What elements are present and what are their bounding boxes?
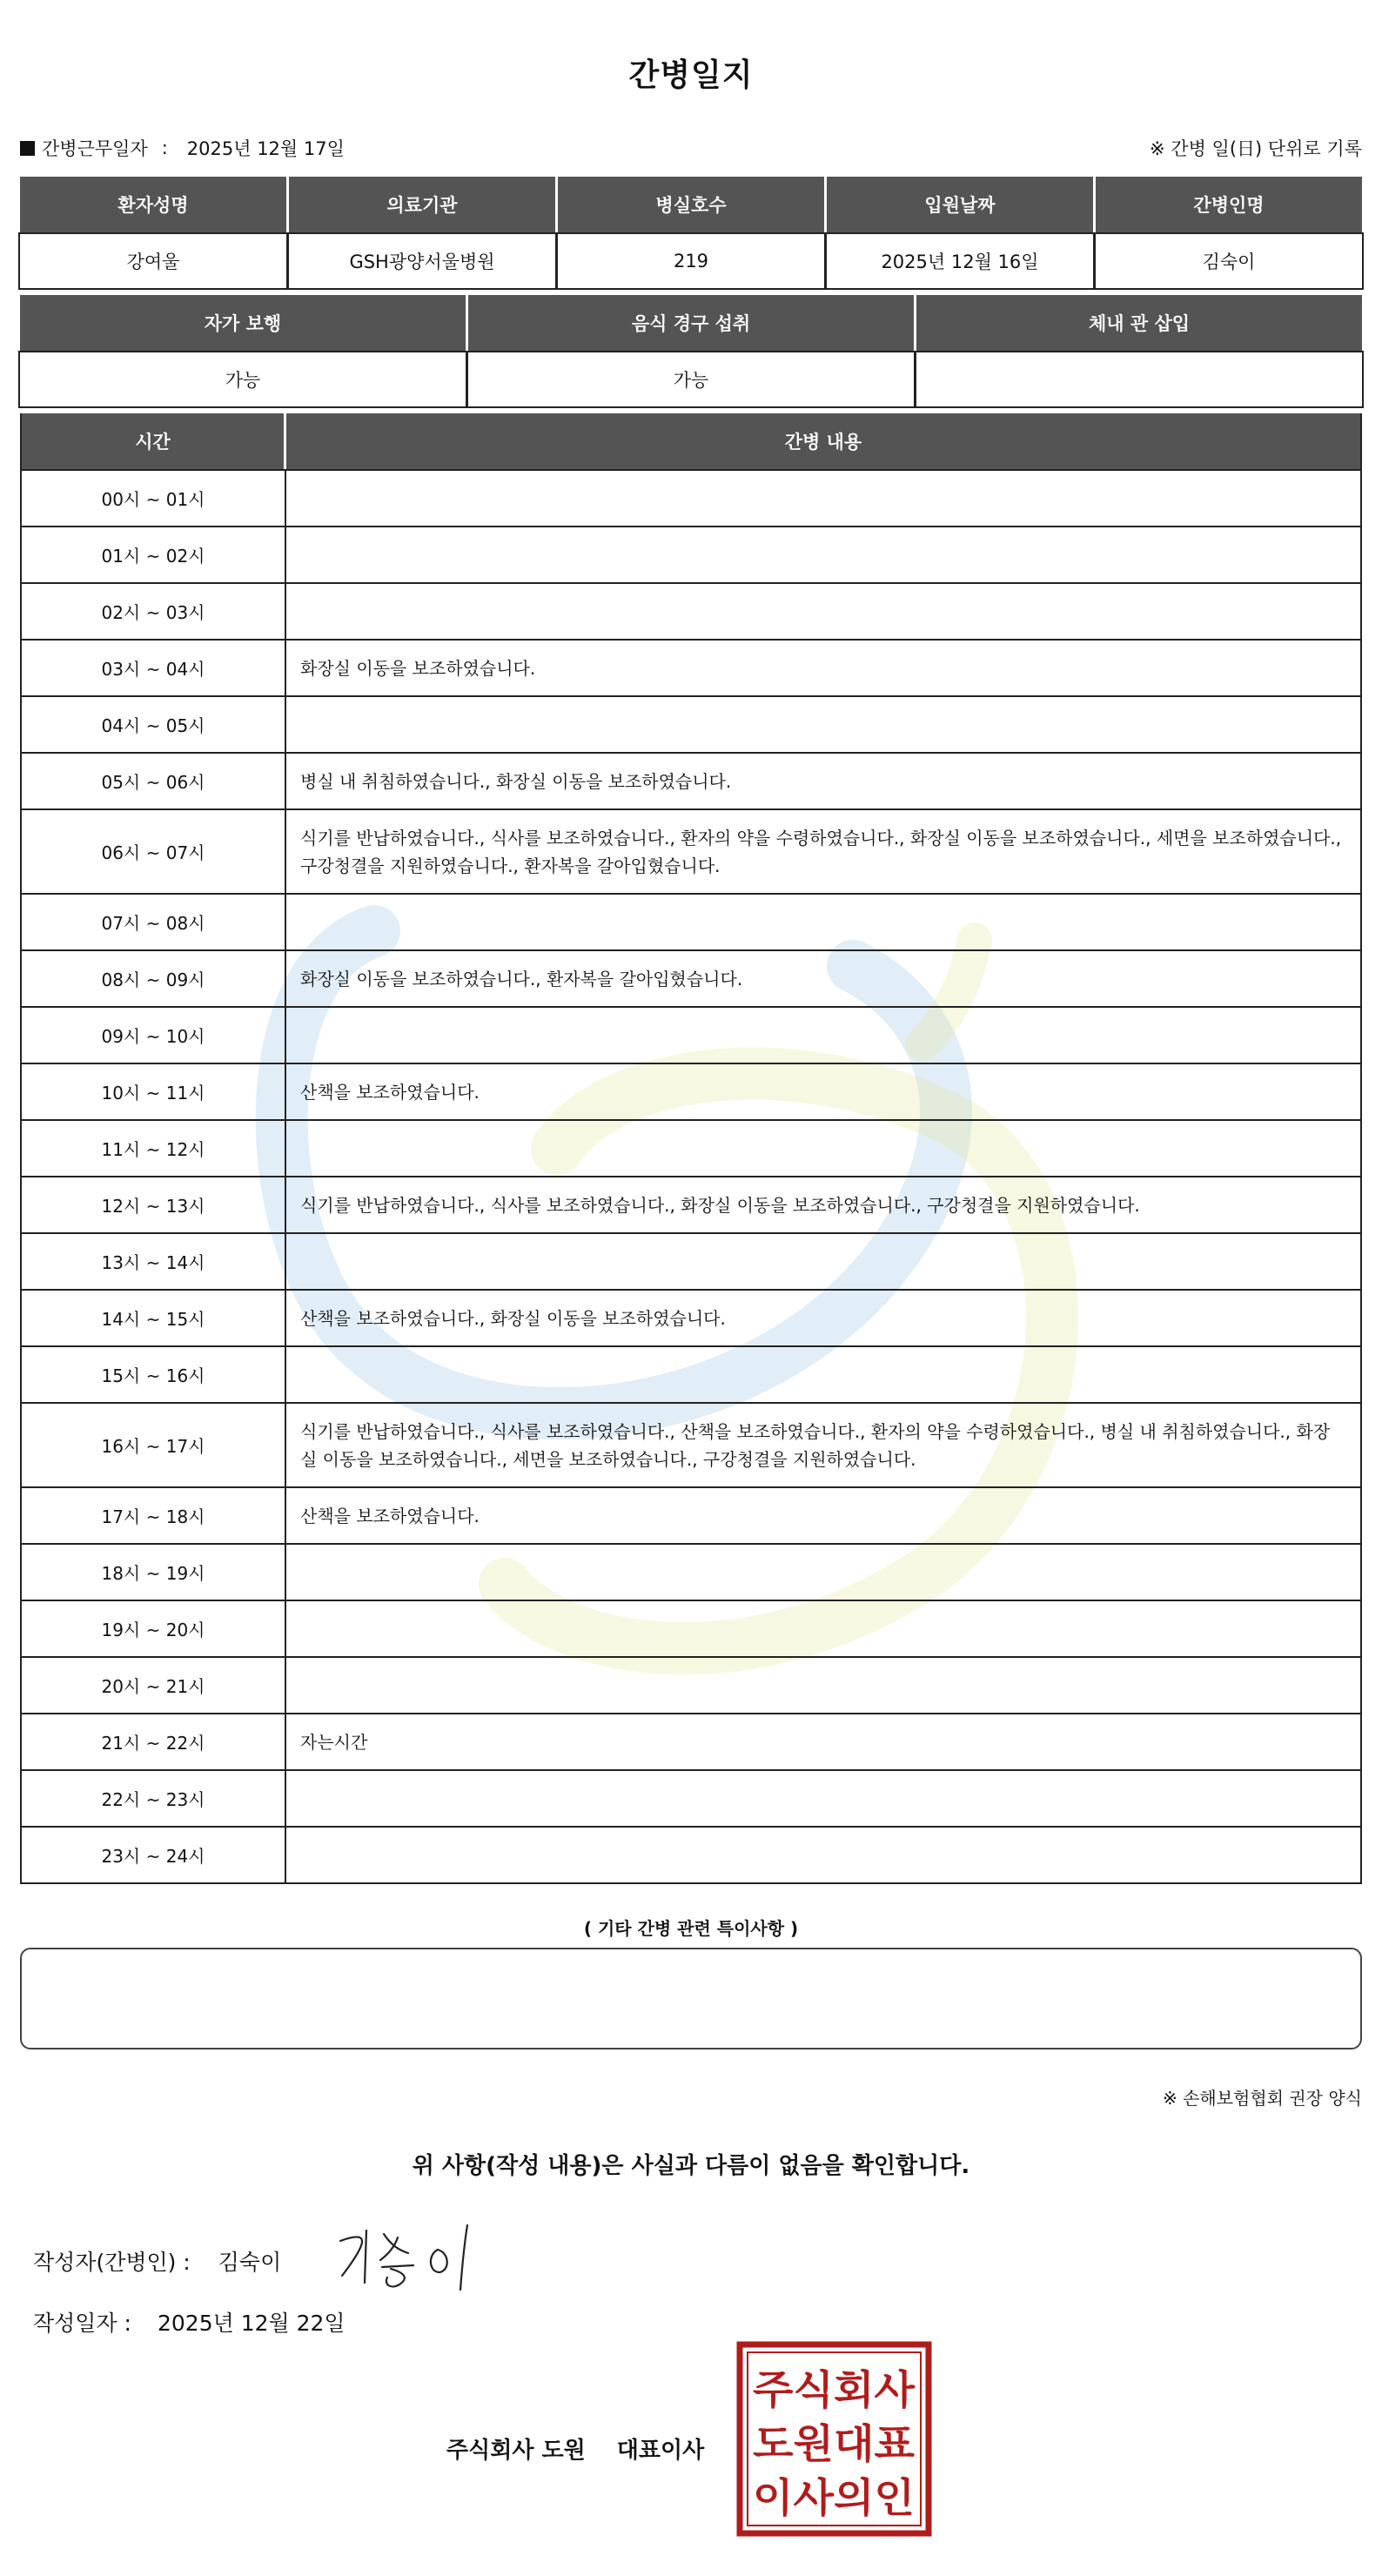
row-time: 06시 ~ 07시 — [22, 810, 286, 893]
row-content: 화장실 이동을 보조하였습니다., 환자복을 갈아입혔습니다. — [300, 968, 743, 989]
row-time: 13시 ~ 14시 — [22, 1234, 286, 1289]
row-time: 16시 ~ 17시 — [22, 1404, 286, 1486]
row-content: 산책을 보조하였습니다. — [300, 1505, 480, 1526]
row-content: 식기를 반납하였습니다., 식사를 보조하였습니다., 화장실 이동을 보조하였습니다., 구강청결을 지원하였습니다. — [300, 1194, 1140, 1216]
company-seal-stamp — [736, 2341, 932, 2537]
row-content: 식기를 반납하였습니다., 식사를 보조하였습니다., 환자의 약을 수령하였습니다., 화장실 이동을 보조하였습니다., 세면을 보조하였습니다., 구강청결을 지원하였습니다., 환자복을 갈아입혔습니다. — [300, 827, 1342, 876]
row-time: 03시 ~ 04시 — [22, 641, 286, 695]
writer-name: 김숙이 — [218, 2250, 282, 2275]
row-time: 09시 ~ 10시 — [22, 1008, 286, 1063]
row-time: 11시 ~ 12시 — [22, 1121, 286, 1176]
table-row — [22, 1289, 1360, 1345]
row-content — [286, 1545, 1360, 1600]
table-row — [22, 808, 1360, 893]
table-row — [22, 1345, 1360, 1402]
remarks-title: ( 기타 간병 관련 특이사항 ) — [583, 1918, 799, 1939]
square-bullet-icon — [20, 141, 35, 156]
header-admission-date: 입원날짜 — [827, 177, 1093, 232]
header-patient-name: 환자성명 — [20, 177, 286, 232]
table-row — [22, 469, 1360, 526]
row-content — [286, 1008, 1360, 1063]
header-walking: 자가 보행 — [20, 295, 466, 351]
work-date — [20, 135, 345, 161]
company-name: 주식회사 도원 — [446, 2438, 586, 2464]
header-oral-intake: 음식 경구 섭취 — [468, 295, 914, 351]
table-row — [22, 1063, 1360, 1119]
row-content — [286, 584, 1360, 639]
seal-line-3: 이사의인 — [753, 2474, 915, 2521]
written-date — [33, 2306, 346, 2338]
remarks-box — [20, 1948, 1362, 2049]
row-content: 산책을 보조하였습니다. — [300, 1081, 480, 1103]
table-row — [22, 893, 1360, 949]
row-time: 15시 ~ 16시 — [22, 1347, 286, 1402]
value-walking: 가능 — [20, 352, 466, 406]
row-content — [286, 1121, 1360, 1176]
header-caregiver-name: 간병인명 — [1096, 177, 1362, 232]
value-admission-date: 2025년 12월 16일 — [827, 234, 1093, 288]
table-row — [22, 526, 1360, 582]
row-content — [286, 697, 1360, 752]
value-patient-name: 강여울 — [20, 234, 286, 288]
table-row — [22, 1232, 1360, 1289]
row-time: 20시 ~ 21시 — [22, 1658, 286, 1713]
row-time: 10시 ~ 11시 — [22, 1064, 286, 1119]
table-row — [22, 1543, 1360, 1600]
row-time: 02시 ~ 03시 — [22, 584, 286, 639]
table-row — [22, 582, 1360, 639]
meta-row — [20, 135, 1362, 164]
table-row — [22, 1656, 1360, 1713]
unit-note: ※ 간병 일(日) 단위로 기록 — [1150, 138, 1362, 159]
row-time: 08시 ~ 09시 — [22, 951, 286, 1006]
table-row — [22, 639, 1360, 695]
page-title: 간병일지 — [628, 57, 754, 93]
company-line — [446, 2432, 704, 2465]
row-content: 식기를 반납하였습니다., 식사를 보조하였습니다., 산책을 보조하였습니다., 환자의 약을 수령하였습니다., 병실 내 취침하였습니다., 화장실 이동을 보조하였습니다., 세면을 보조하였습니다., 구강청결을 지원하였습니다. — [300, 1420, 1331, 1470]
table-row — [22, 1176, 1360, 1232]
row-content — [286, 1234, 1360, 1289]
row-time: 18시 ~ 19시 — [22, 1545, 286, 1600]
written-date-label: 작성일자 : — [33, 2311, 131, 2336]
table-row — [22, 1826, 1360, 1882]
table-row — [22, 1600, 1360, 1656]
writer-label: 작성자(간병인) : — [33, 2250, 191, 2275]
value-caregiver-name: 김숙이 — [1096, 234, 1362, 288]
table-row — [22, 1119, 1360, 1176]
row-time: 01시 ~ 02시 — [22, 527, 286, 582]
writer-line — [33, 2245, 281, 2277]
work-date-label: 간병근무일자 — [42, 138, 148, 159]
row-content: 산책을 보조하였습니다., 화장실 이동을 보조하였습니다. — [300, 1307, 726, 1329]
row-time: 05시 ~ 06시 — [22, 754, 286, 808]
row-content: 병실 내 취침하였습니다., 화장실 이동을 보조하였습니다. — [300, 770, 732, 792]
row-time: 04시 ~ 05시 — [22, 697, 286, 752]
row-time: 17시 ~ 18시 — [22, 1488, 286, 1543]
table-row — [22, 1006, 1360, 1063]
row-time: 21시 ~ 22시 — [22, 1714, 286, 1769]
table-row — [22, 1769, 1360, 1826]
row-content — [286, 1601, 1360, 1656]
row-content — [286, 471, 1360, 526]
value-tube-insertion — [916, 352, 1362, 406]
row-content — [286, 1828, 1360, 1882]
time-header: 시간 — [22, 413, 286, 469]
work-date-colon: : — [161, 138, 168, 158]
value-hospital: GSH광양서울병원 — [289, 234, 555, 288]
row-time: 23시 ~ 24시 — [22, 1828, 286, 1882]
handwritten-signature — [333, 2215, 490, 2293]
header-hospital: 의료기관 — [289, 177, 555, 232]
row-time: 19시 ~ 20시 — [22, 1601, 286, 1656]
row-content: 화장실 이동을 보조하였습니다. — [300, 657, 536, 679]
row-content — [286, 1771, 1360, 1826]
row-time: 14시 ~ 15시 — [22, 1291, 286, 1345]
table-row — [22, 752, 1360, 808]
row-time: 12시 ~ 13시 — [22, 1177, 286, 1232]
table-row — [22, 695, 1360, 752]
value-room: 219 — [558, 234, 824, 288]
row-content — [286, 1658, 1360, 1713]
row-content — [286, 895, 1360, 949]
header-tube-insertion: 체내 관 삽입 — [916, 295, 1362, 351]
row-content — [286, 527, 1360, 582]
row-time: 00시 ~ 01시 — [22, 471, 286, 526]
table-row — [22, 1402, 1360, 1486]
seal-line-1: 주식회사 — [753, 2366, 916, 2413]
company-ceo-title: 대표이사 — [616, 2438, 705, 2464]
table-row — [22, 1713, 1360, 1769]
header-room: 병실호수 — [558, 177, 824, 232]
written-date-value: 2025년 12월 22일 — [157, 2311, 346, 2336]
care-log-header — [22, 413, 1360, 469]
row-time: 07시 ~ 08시 — [22, 895, 286, 949]
table-row — [22, 1486, 1360, 1543]
content-header: 간병 내용 — [784, 432, 862, 453]
row-content: 자는시간 — [300, 1731, 368, 1753]
row-time: 22시 ~ 23시 — [22, 1771, 286, 1826]
confirm-statement: 위 사항(작성 내용)은 사실과 다름이 없음을 확인합니다. — [412, 2153, 970, 2179]
row-content — [286, 1347, 1360, 1402]
patient-status-table — [20, 295, 1362, 406]
table-row — [22, 949, 1360, 1006]
seal-line-2: 도원대표 — [753, 2420, 916, 2467]
work-date-value: 2025년 12월 17일 — [186, 138, 345, 159]
value-oral-intake: 가능 — [468, 352, 914, 406]
recommend-note: ※ 손해보험협회 권장 양식 — [1162, 2088, 1362, 2109]
patient-info-table — [20, 177, 1362, 288]
care-log-table — [20, 413, 1362, 1884]
